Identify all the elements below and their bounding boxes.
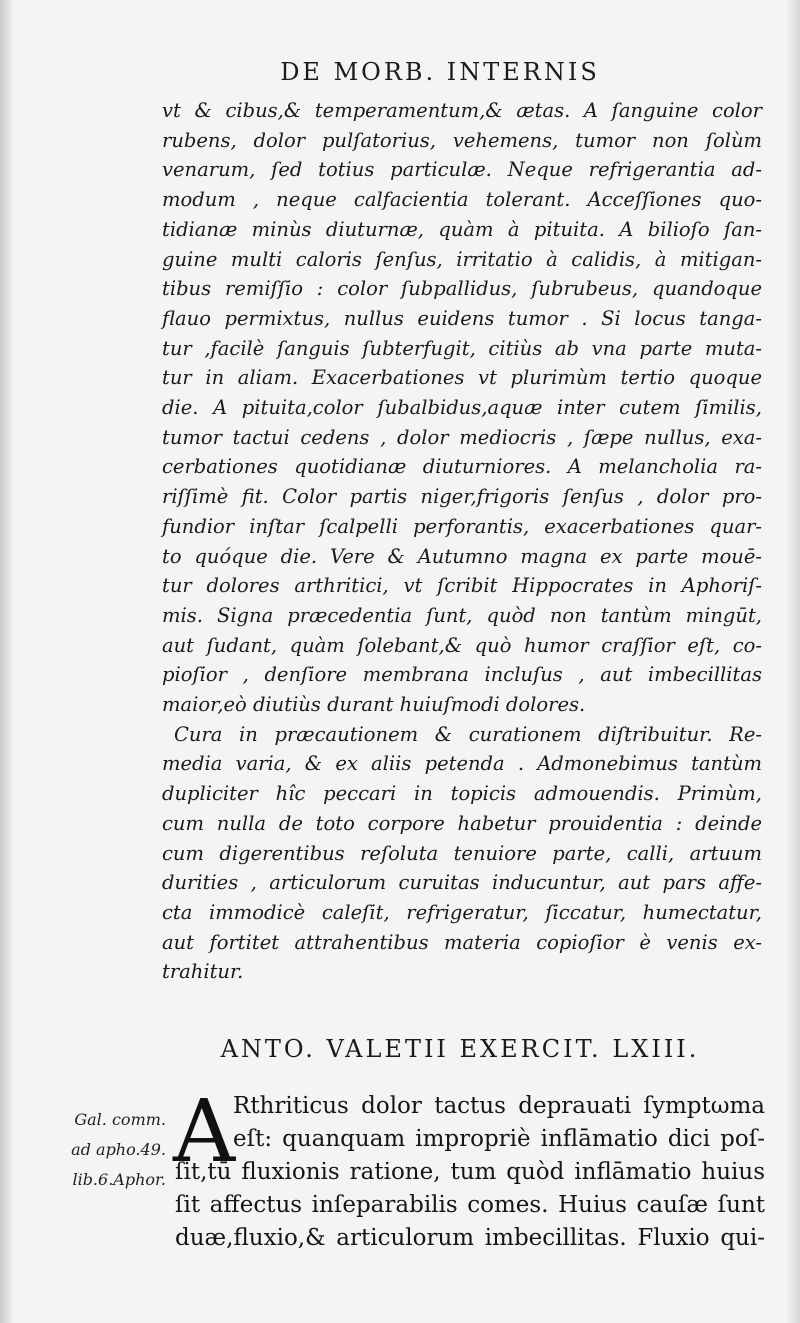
text-line: fundior inſtar ſcalpelli perforantis, exacerbationes quar- xyxy=(162,514,762,538)
text-line: media varia, & ex aliis petenda . Admonebimus tantùm xyxy=(162,752,762,776)
running-head: DE MORB. INTERNIS xyxy=(280,58,600,86)
text-line: guine multi caloris ſenſus, irritatio à calidis, à mitigan- xyxy=(162,247,762,271)
text-line: venarum, ſed totius particulæ. Neque refrigerantia ad- xyxy=(162,158,762,182)
text-line: mis. Signa præcedentia ſunt, quòd non tantùm mingūt, xyxy=(162,603,762,627)
margin-note xyxy=(16,1105,166,1195)
text-line: cum nulla de toto corpore habetur prouidentia : deinde xyxy=(162,811,762,835)
drop-cap: A xyxy=(173,1082,236,1182)
text-line: trahitur. xyxy=(162,960,244,984)
text-line: cta immodicè caleſit, refrigeratur, ſiccatur, humectatur, xyxy=(162,900,762,924)
text-line: tur ,facilè ſanguis ſubterfugit, citiùs ab vna parte muta- xyxy=(162,336,762,360)
text-line: tibus remiſſio : color ſubpallidus, ſubrubeus, quandoque xyxy=(162,277,762,301)
section-body xyxy=(173,1082,765,1255)
text-line: durities , articulorum curuitas inducuntur, aut pars affe- xyxy=(162,871,762,895)
margin-note-line: lib.6.Aphor. xyxy=(72,1170,166,1189)
text-line: Rthriticus dolor tactus deprauati ſymptωma xyxy=(233,1093,765,1119)
text-line: vt & cibus,& temperamentum,& ætas. A ſanguine color xyxy=(162,99,762,122)
text-line: maior,eò diutiùs durant huiuſmodi dolores. xyxy=(162,693,586,717)
text-line: ſit affectus inſeparabilis comes. Huius cauſæ ſunt xyxy=(175,1192,765,1218)
body-text xyxy=(162,96,762,987)
text-line: modum , neque calfacientia tolerant. Acceſſiones quo- xyxy=(162,188,762,212)
text-line: cum digerentibus reſoluta tenuiore parte, calli, artuum xyxy=(162,841,762,865)
section-title: ANTO. VALETII EXERCIT. LXIII. xyxy=(220,1035,700,1063)
text-line: tumor tactui cedens , dolor mediocris , ſæpe nullus, exa- xyxy=(162,425,762,449)
text-line: aut fortitet attrahentibus materia copioſior è venis ex- xyxy=(162,930,762,954)
text-line: dupliciter hîc peccari in topicis admouendis. Primùm, xyxy=(162,782,762,806)
text-line: tur in aliam. Exacerbationes vt plurimùm tertio quoque xyxy=(162,366,762,390)
text-line: rubens, dolor pulſatorius, vehemens, tumor non ſolùm xyxy=(162,128,762,152)
left-page-edge xyxy=(0,0,14,1323)
text-line: tidianæ minùs diuturnæ, quàm à pituita. A bilioſo ſan- xyxy=(162,217,762,241)
text-line: flauo permixtus, nullus euidens tumor . Si locus tanga- xyxy=(162,306,762,330)
text-line: tur dolores arthritici, vt ſcribit Hippocrates in Aphoriſ- xyxy=(162,574,762,598)
text-line: duæ,fluxio,& articulorum imbecillitas. Fluxio qui- xyxy=(175,1225,765,1251)
text-line: aut ſudant, quàm ſolebant,& quò humor craſſior eſt, co- xyxy=(162,633,762,657)
margin-note-line: ad apho.49. xyxy=(71,1140,166,1159)
margin-note-line: Gal. comm. xyxy=(74,1110,166,1129)
text-line: to quóque die. Vere & Autumno magna ex parte mouē- xyxy=(162,544,762,568)
text-line: pioſior , denſiore membrana incluſus , aut imbecillitas xyxy=(162,663,762,687)
text-line: ſit,tū fluxionis ratione, tum quòd inflāmatio huius xyxy=(175,1159,765,1185)
text-line: die. A pituita,color ſubalbidus,aquæ inter cutem ſimilis, xyxy=(162,396,762,420)
text-line: cerbationes quotidianæ diuturniores. A melancholia ra- xyxy=(162,455,762,479)
text-line: eſt: quanquam impropriè inflāmatio dici poſ- xyxy=(233,1126,765,1152)
right-page-edge xyxy=(786,0,800,1323)
text-line: riſſimè fit. Color partis niger,frigoris ſenſus , dolor pro- xyxy=(162,485,762,509)
text-line: Cura in præcautionem & curationem diſtribuitur. Re- xyxy=(174,722,762,746)
